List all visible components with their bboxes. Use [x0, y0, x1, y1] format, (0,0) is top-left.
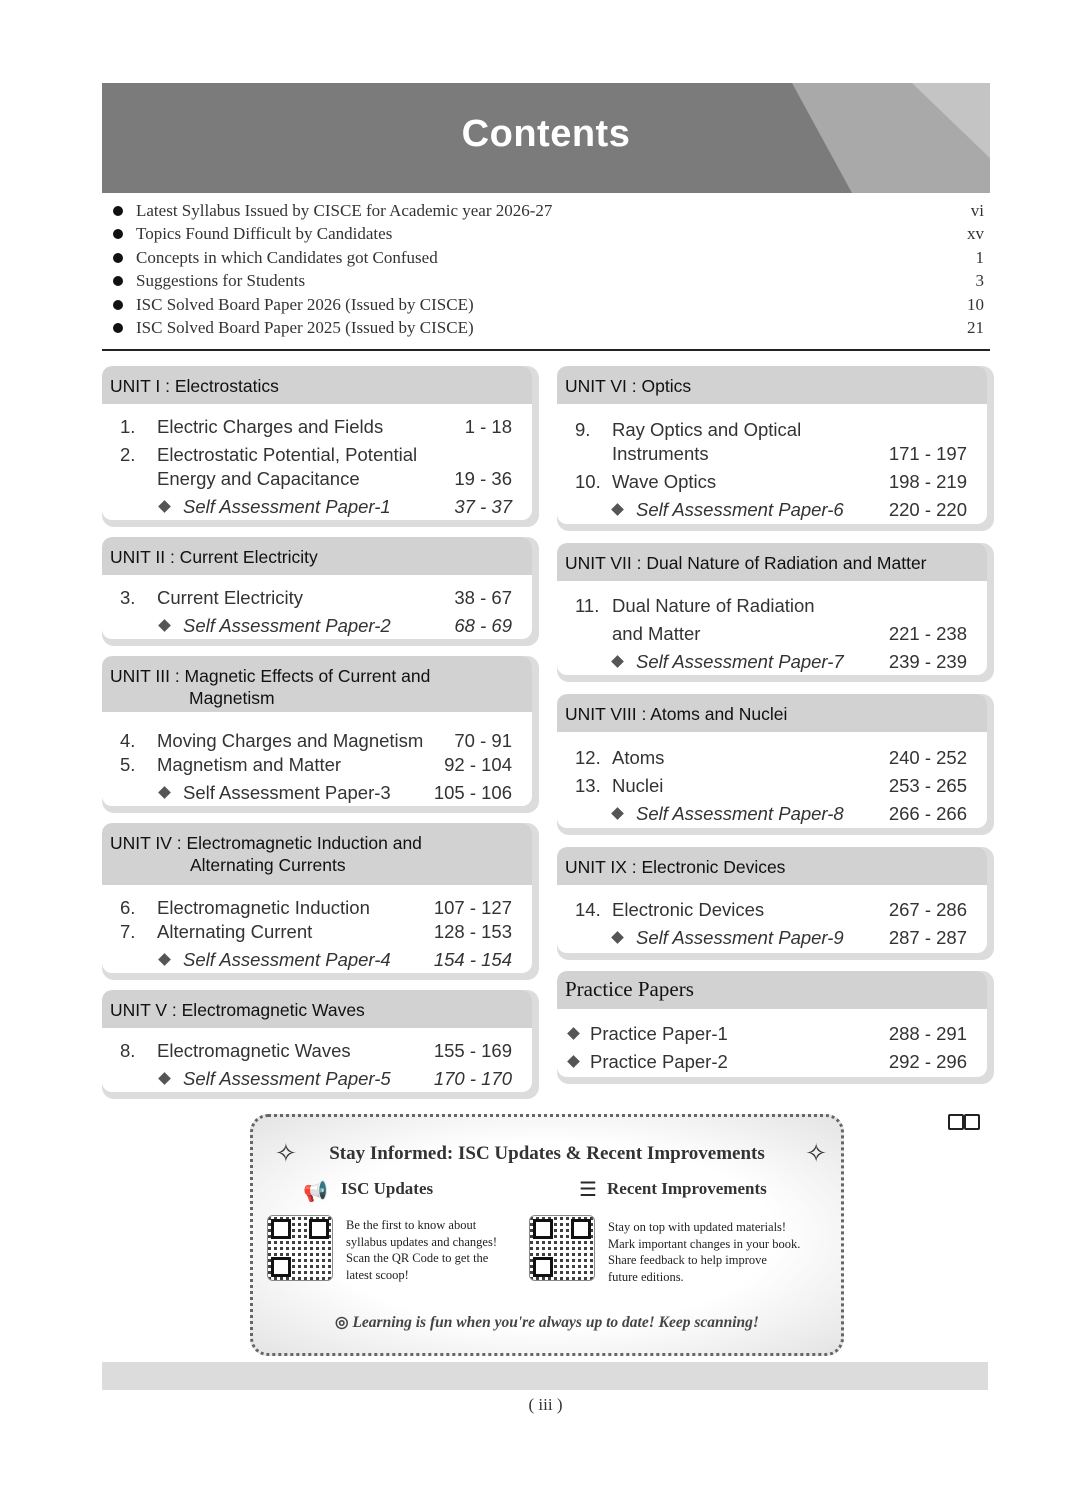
entry-pages: 239 - 239 — [888, 651, 967, 672]
unit-5-box: UNIT V : Electromagnetic Waves 8. Electromagnetic Waves 155 - 169 Self Assessment Paper-5 170 - 170 — [102, 990, 532, 1092]
panel-title: Stay Informed: ISC Updates & Recent Improvements — [329, 1143, 765, 1164]
intro-list — [110, 199, 986, 339]
diamond-icon — [567, 1055, 580, 1068]
item-label: ISC Solved Board Paper 2025 (Issued by CISCE) — [136, 317, 474, 337]
unit-8-box: UNIT VIII : Atoms and Nuclei 12. Atoms 240 - 252 13. Nuclei 253 - 265 Self Assessment Paper-8 266 - 266 — [557, 694, 987, 828]
entry-pages: 1 - 18 — [464, 416, 512, 437]
unit-9-box: UNIT IX : Electronic Devices 14. Electronic Devices 267 - 286 Self Assessment Paper-9 287 - 287 — [557, 847, 987, 953]
entry-pages: 107 - 127 — [433, 897, 512, 918]
unit-1-box: UNIT I : Electrostatics 1. Electric Charges and Fields 1 - 18 2. Electrostatic Potential, Potential Energy and Capacitance 19 - 36 Self Assessment Paper-1 37 - 37 — [102, 366, 532, 520]
item-page: 3 — [975, 271, 984, 291]
item-page: 1 — [975, 247, 984, 267]
recent-improvements-text: Stay on top with updated materials! Mark important changes in your book. Share feedback to help improve future editions. — [608, 1220, 801, 1284]
list-item[interactable] — [110, 293, 986, 316]
bullet-icon — [113, 276, 123, 286]
bullet-icon — [113, 300, 123, 310]
diamond-icon — [567, 1027, 580, 1040]
practice-paper-entry[interactable]: Practice Paper-2 — [569, 1051, 728, 1073]
isc-updates-heading: ISC Updates — [341, 1179, 434, 1198]
unit-title: UNIT II : Current Electricity — [110, 547, 318, 567]
entry-pages: 292 - 296 — [888, 1051, 967, 1072]
unit-4-box: UNIT IV : Electromagnetic Induction and Alternating Currents 6. Electromagnetic Induction 107 - 127 7. Alternating Current 128 - 153 Self Assessment Paper-4 154 - 154 — [102, 823, 532, 973]
unit-3-box: UNIT III : Magnetic Effects of Current and Magnetism 4. Moving Charges and Magnetism 70 - 91 5. Magnetism and Matter 92 - 104 Self Assessment Paper-3 105 - 106 — [102, 656, 532, 806]
entry-pages: 70 - 91 — [454, 730, 512, 751]
entry-pages: 170 - 170 — [433, 1068, 512, 1089]
panel-footer: ◎ Learning is fun when you're always up to date! Keep scanning! — [335, 1314, 759, 1331]
entry-pages: 221 - 238 — [888, 623, 967, 644]
entry-label: Current Electricity — [157, 587, 303, 608]
item-label: Topics Found Difficult by Candidates — [136, 224, 393, 244]
entry-label: Electric Charges and Fields — [157, 416, 384, 437]
entry-pages: 267 - 286 — [888, 899, 967, 920]
diamond-icon — [158, 786, 171, 799]
entry-pages: 171 - 197 — [888, 443, 967, 464]
entry-pages: 288 - 291 — [888, 1023, 967, 1044]
list-item[interactable] — [110, 316, 986, 339]
entry-label: and Matter — [612, 623, 701, 644]
page-title: Contents — [461, 113, 631, 155]
entry-label: Ray Optics and Optical — [612, 419, 802, 440]
isc-updates-text: Be the first to know about syllabus updates and changes! Scan the QR Code to get the latest scoop! — [346, 1218, 498, 1282]
unit-title: UNIT VII : Dual Nature of Radiation and Matter — [565, 553, 927, 573]
entry-pages: 220 - 220 — [888, 499, 967, 520]
entry-pages: 253 - 265 — [888, 775, 967, 796]
bullet-icon — [113, 229, 123, 239]
diamond-icon — [158, 500, 171, 513]
self-assessment-entry[interactable]: Self Assessment Paper-2 — [160, 615, 391, 637]
self-assessment-entry[interactable]: Self Assessment Paper-1 — [160, 496, 391, 518]
sparkle-icon: ✧ — [805, 1139, 827, 1168]
unit-6-box: UNIT VI : Optics 9. Ray Optics and Optical Instruments 171 - 197 10. Wave Optics 198 - 219 Self Assessment Paper-6 220 - 220 — [557, 366, 987, 524]
unit-title: UNIT VIII : Atoms and Nuclei — [565, 704, 788, 724]
sparkle-icon: ✧ — [275, 1139, 297, 1168]
entry-label: Electrostatic Potential, Potential — [157, 444, 418, 465]
item-label: ISC Solved Board Paper 2026 (Issued by CISCE) — [136, 294, 474, 314]
entry-pages: 37 - 37 — [454, 496, 512, 517]
entry-label: Magnetism and Matter — [157, 754, 342, 775]
unit-title: UNIT IV : Electromagnetic Induction and Alternating Currents — [110, 833, 422, 875]
entry-label: Atoms — [612, 747, 665, 768]
list-item[interactable] — [110, 246, 986, 269]
entry-label: Instruments — [612, 443, 709, 464]
self-assessment-entry[interactable]: Self Assessment Paper-6 — [613, 499, 844, 521]
entry-pages: 105 - 106 — [433, 782, 512, 803]
list-icon: ☰ — [579, 1179, 597, 1201]
entry-pages: 154 - 154 — [433, 949, 512, 970]
entry-pages: 198 - 219 — [888, 471, 967, 492]
entry-label: Energy and Capacitance — [157, 468, 360, 489]
item-label: Concepts in which Candidates got Confused — [136, 247, 438, 267]
diamond-icon — [611, 931, 624, 944]
diamond-icon — [611, 503, 624, 516]
unit-2-box: UNIT II : Current Electricity 3. Current Electricity 38 - 67 Self Assessment Paper-2 68 - 69 — [102, 537, 532, 639]
item-label: Latest Syllabus Issued by CISCE for Academic year 2026-27 — [136, 201, 553, 220]
bullet-icon — [113, 253, 123, 263]
unit-title: UNIT VI : Optics — [565, 376, 692, 396]
entry-pages: 128 - 153 — [433, 921, 512, 942]
contents-header — [102, 83, 990, 193]
diamond-icon — [611, 807, 624, 820]
unit-title: UNIT I : Electrostatics — [110, 376, 279, 396]
entry-pages: 38 - 67 — [454, 587, 512, 608]
self-assessment-entry[interactable]: Self Assessment Paper-7 — [613, 651, 844, 673]
item-page: 10 — [967, 294, 984, 314]
entry-pages: 68 - 69 — [454, 615, 512, 636]
diamond-icon — [158, 619, 171, 632]
entry-label: Alternating Current — [157, 921, 313, 942]
square-icon — [948, 1114, 964, 1130]
practice-paper-entry[interactable]: Practice Paper-1 — [569, 1023, 728, 1045]
entry-pages: 155 - 169 — [433, 1040, 512, 1061]
entry-pages: 266 - 266 — [888, 803, 967, 824]
bullet-icon — [113, 206, 123, 216]
list-item[interactable] — [110, 222, 986, 245]
practice-papers-box — [557, 971, 987, 1077]
entry-label: Electromagnetic Induction — [157, 897, 370, 918]
item-page: vi — [970, 201, 984, 220]
unit-title: UNIT III : Magnetic Effects of Current and Magnetism — [110, 666, 431, 708]
footer-bar — [102, 1362, 988, 1390]
recent-improvements-heading: Recent Improvements — [607, 1179, 767, 1198]
self-assessment-entry[interactable]: Self Assessment Paper-9 — [613, 927, 844, 949]
bullet-icon — [113, 323, 123, 333]
self-assessment-entry[interactable]: Self Assessment Paper-5 — [160, 1068, 391, 1090]
updates-panel — [250, 1114, 844, 1356]
entry-label: Wave Optics — [612, 471, 717, 492]
self-assessment-entry[interactable]: Self Assessment Paper-3 — [160, 782, 391, 804]
self-assessment-entry[interactable]: Self Assessment Paper-4 — [160, 949, 391, 971]
item-label: Suggestions for Students — [136, 271, 306, 291]
unit-title: UNIT IX : Electronic Devices — [565, 857, 786, 877]
diamond-icon — [158, 1072, 171, 1085]
entry-label: Moving Charges and Magnetism — [157, 730, 424, 751]
square-icon — [964, 1114, 980, 1130]
item-page: 21 — [967, 317, 984, 337]
entry-label: Dual Nature of Radiation — [612, 595, 815, 616]
unit-7-box: UNIT VII : Dual Nature of Radiation and Matter 11. Dual Nature of Radiation and Matter 221 - 238 Self Assessment Paper-7 239 - 239 — [557, 543, 987, 675]
megaphone-icon: 📢 — [303, 1181, 328, 1203]
entry-pages: 240 - 252 — [888, 747, 967, 768]
self-assessment-entry[interactable]: Self Assessment Paper-8 — [613, 803, 844, 825]
target-icon: ◎ — [335, 1314, 353, 1331]
entry-pages: 19 - 36 — [454, 468, 512, 489]
page-number: ( iii ) — [528, 1395, 563, 1414]
qr-code-improvements[interactable] — [529, 1215, 595, 1281]
entry-label: Nuclei — [612, 775, 664, 796]
divider — [102, 349, 990, 351]
list-item[interactable] — [110, 199, 986, 222]
section-title: Practice Papers — [565, 977, 694, 1001]
qr-code-updates[interactable] — [267, 1215, 333, 1281]
unit-title: UNIT V : Electromagnetic Waves — [110, 1000, 365, 1020]
entry-label: Electromagnetic Waves — [157, 1040, 351, 1061]
item-page: xv — [967, 224, 984, 244]
list-item[interactable] — [110, 269, 986, 292]
entry-pages: 287 - 287 — [888, 927, 967, 948]
diamond-icon — [158, 953, 171, 966]
entry-label: Electronic Devices — [612, 899, 765, 920]
entry-pages: 92 - 104 — [444, 754, 512, 775]
diamond-icon — [611, 655, 624, 668]
